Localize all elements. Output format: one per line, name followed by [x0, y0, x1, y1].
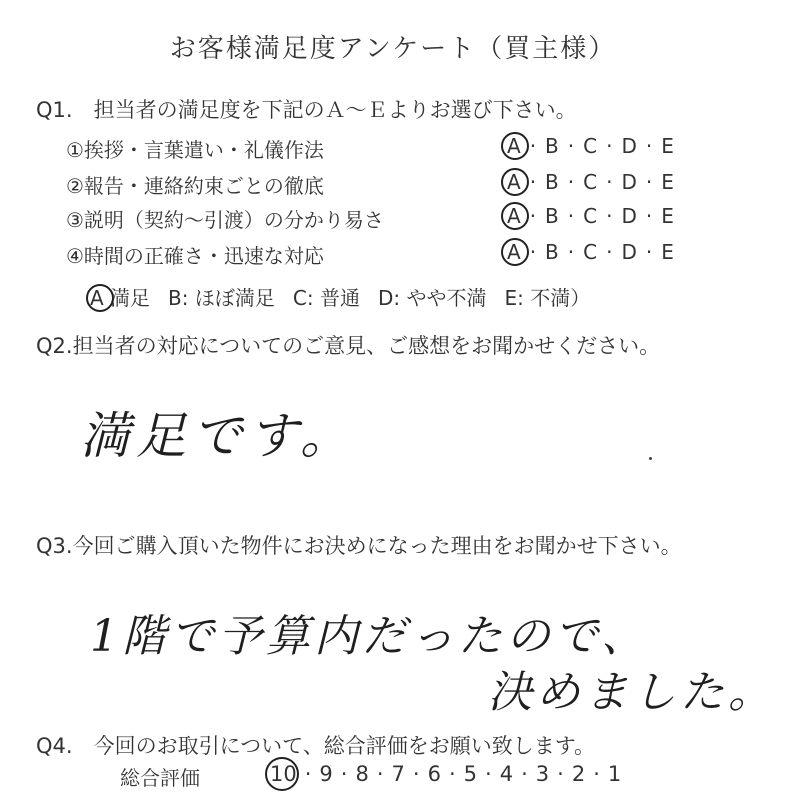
q1-label: Q1. 担当者の満足度を下記のＡ～Ｅよりお選び下さい。 [36, 98, 577, 122]
score-option-5: 5 [463, 762, 478, 786]
rating-option-b: B [545, 134, 560, 158]
legend-letter: A [90, 286, 104, 310]
score-separator: · [485, 762, 492, 786]
rating-separator: · [606, 240, 614, 264]
q1-item-2-rating [504, 170, 678, 194]
rating-option-b: B [545, 204, 560, 228]
score-option-10: 10 [270, 762, 297, 786]
score-separator: · [304, 762, 312, 786]
rating-option-c: C [583, 240, 599, 264]
legend-item-a [90, 282, 150, 311]
score-separator: · [340, 762, 348, 786]
overall-score-label: 総合評価 [120, 766, 200, 790]
rating-option-a: A [504, 204, 525, 228]
q3-handwritten-answer-line1: 1階で予算内だったので、 [90, 611, 650, 662]
rating-separator: · [606, 170, 614, 194]
q4-label: Q4. 今回のお取引について、総合評価をお願い致します。 [36, 734, 596, 758]
q3-handwritten-answer-line2: 決めました。 [488, 667, 776, 718]
legend-item-b [168, 282, 275, 311]
score-option-7: 7 [391, 762, 405, 786]
rating-separator: · [567, 240, 576, 264]
rating-option-d: D [621, 240, 638, 264]
rating-separator: · [529, 134, 538, 158]
legend-letter: E [504, 286, 518, 310]
legend-letter: C [292, 286, 307, 310]
rating-separator: · [529, 204, 538, 228]
rating-option-d: D [621, 134, 638, 158]
rating-option-b: B [545, 170, 560, 194]
rating-separator: · [567, 204, 576, 228]
legend-item-d [378, 282, 487, 311]
rating-separator: · [606, 204, 614, 228]
q1-item-3-rating [504, 204, 678, 228]
score-option-9: 9 [319, 762, 333, 786]
legend-description: やや不満 [406, 286, 487, 310]
rating-separator: · [529, 240, 538, 264]
rating-legend [90, 282, 608, 311]
legend-description: 普通 [319, 286, 360, 310]
legend-separator: : [393, 286, 407, 310]
legend-description: 不満） [530, 286, 591, 310]
legend-letter: B [168, 286, 182, 310]
rating-separator: · [645, 134, 654, 158]
legend-separator: : [306, 286, 320, 310]
q3-label: Q3.今回ご購入頂いた物件にお決めになった理由をお聞かせ下さい。 [36, 534, 682, 558]
rating-option-c: C [583, 204, 599, 228]
q1-item-1: ①挨拶・言葉遣い・礼儀作法 [66, 138, 324, 162]
rating-option-d: D [621, 170, 638, 194]
score-option-4: 4 [499, 762, 514, 786]
score-separator: · [557, 762, 564, 786]
rating-separator: · [645, 204, 654, 228]
legend-separator: : [181, 286, 195, 310]
legend-letter: D [377, 286, 394, 310]
rating-option-e: E [661, 240, 675, 264]
rating-separator: · [645, 170, 654, 194]
legend-separator: : [517, 286, 531, 310]
q1-item-1-rating [504, 134, 678, 158]
legend-item-e [504, 282, 590, 311]
score-separator: · [412, 762, 420, 786]
rating-separator: · [529, 170, 538, 194]
q2-label: Q2.担当者の対応についてのご意見、ご感想をお聞かせください。 [36, 334, 661, 358]
rating-option-e: E [661, 204, 675, 228]
rating-option-c: C [583, 134, 599, 158]
survey-title: お客様満足度アンケート（買主様） [169, 34, 617, 64]
score-option-1: 1 [607, 762, 622, 786]
score-option-2: 2 [571, 762, 586, 786]
score-separator: · [448, 762, 456, 786]
q1-item-2: ②報告・連絡約束ごとの徹底 [66, 174, 324, 198]
legend-item-c [293, 282, 360, 311]
stray-mark [649, 457, 652, 460]
rating-separator: · [606, 134, 614, 158]
rating-option-e: E [661, 134, 675, 158]
score-option-3: 3 [535, 762, 550, 786]
overall-score-scale [268, 762, 623, 786]
rating-option-b: B [545, 240, 560, 264]
rating-option-c: C [583, 170, 599, 194]
score-option-6: 6 [427, 762, 441, 786]
rating-option-e: E [661, 170, 675, 194]
q1-item-4: ④時間の正確さ・迅速な対応 [66, 244, 324, 268]
rating-separator: · [567, 134, 576, 158]
score-option-8: 8 [355, 762, 369, 786]
legend-description: 満足 [110, 286, 151, 310]
score-separator: · [593, 762, 600, 786]
rating-option-d: D [621, 204, 638, 228]
score-separator: · [376, 762, 384, 786]
score-separator: · [521, 762, 528, 786]
q1-item-4-rating [504, 240, 678, 264]
q2-handwritten-answer: 満足です。 [80, 407, 356, 465]
q1-item-3: ③説明（契約～引渡）の分かり易さ [66, 208, 384, 232]
rating-option-a: A [504, 170, 525, 194]
legend-description: ほぼ満足 [194, 286, 275, 310]
rating-separator: · [645, 240, 654, 264]
rating-option-a: A [504, 134, 525, 158]
rating-separator: · [567, 170, 576, 194]
rating-option-a: A [504, 240, 525, 264]
